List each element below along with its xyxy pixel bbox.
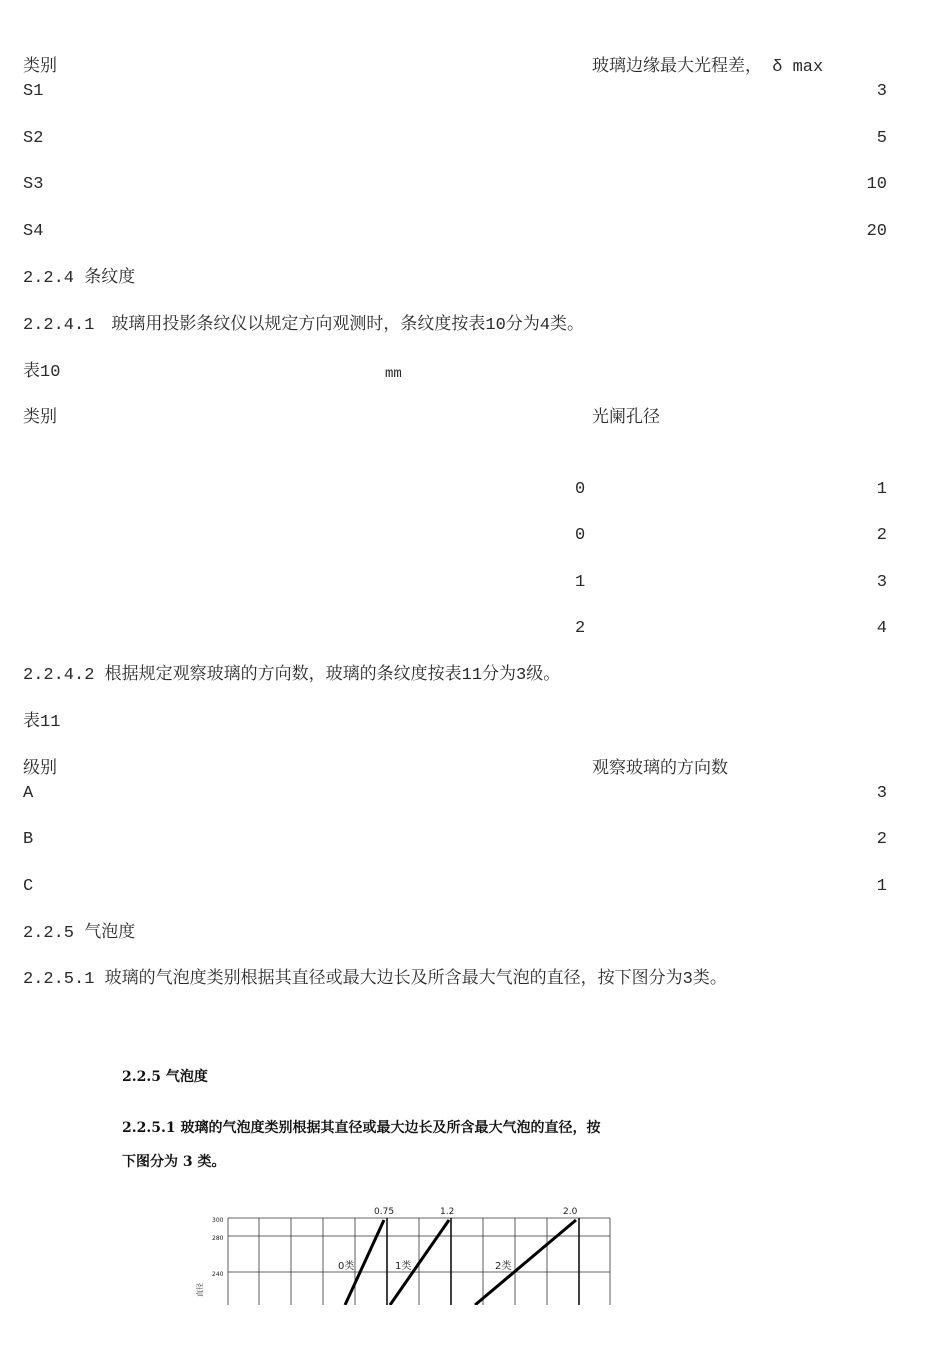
table9-row-label: S1 (23, 82, 44, 101)
table11-col1-header: 级别 (23, 760, 57, 779)
table11-row-value: 3 (876, 784, 887, 803)
table10-row-value: 1 (876, 480, 887, 499)
y-tick-label: 300 (212, 1217, 224, 1224)
table10-row-value: 3 (876, 573, 887, 592)
table11-row-label: C (23, 877, 34, 896)
table9-row-label: S4 (23, 222, 44, 241)
table10-row-mid: 2 (575, 619, 586, 638)
scan-paragraph-line2: 下图分为 3 类。 (122, 1154, 226, 1170)
y-axis-label: 直径 (196, 1283, 204, 1297)
table11-caption: 表11 (23, 713, 61, 732)
table11-col2-header: 观察玻璃的方向数 (592, 760, 728, 779)
table9-row-value: 10 (866, 175, 887, 194)
section-heading-2-2-4: 2.2.4 条纹度 (23, 269, 136, 288)
table10-row-value: 2 (876, 526, 887, 545)
table10-unit: mm (385, 366, 402, 382)
table10-row-mid: 0 (575, 526, 586, 545)
scan-heading: 2.2.5 气泡度 (122, 1069, 208, 1085)
paragraph-2-2-5-1: 2.2.5.1 玻璃的气泡度类别根据其直径或最大边长及所含最大气泡的直径，按下图分为3类。 (23, 970, 727, 989)
class-diagonal-line (475, 1220, 576, 1305)
paragraph-2-2-4-2: 2.2.4.2 根据规定观察玻璃的方向数，玻璃的条纹度按表11分为3级。 (23, 666, 561, 685)
table10-caption: 表10 (23, 363, 61, 382)
class-label: 2类 (495, 1261, 512, 1272)
section-heading-2-2-5: 2.2.5 气泡度 (23, 924, 136, 943)
table10-row-mid: 0 (575, 480, 586, 499)
table10-row-value: 4 (876, 619, 887, 638)
table9-row-value: 5 (876, 129, 887, 148)
table10-col1-header: 类别 (23, 409, 57, 428)
table9-row-value: 20 (866, 222, 887, 241)
table11-row-label: B (23, 830, 34, 849)
table9-col1-header: 类别 (23, 58, 57, 77)
table9-row-label: S3 (23, 175, 44, 194)
top-tick-label: 1.2 (440, 1207, 455, 1217)
table10-row-mid: 1 (575, 573, 586, 592)
table11-row-value: 1 (876, 877, 887, 896)
table11-row-label: A (23, 784, 34, 803)
paragraph-2-2-4-1: 2.2.4.1 玻璃用投影条纹仪以规定方向观测时，条纹度按表10分为4类。 (23, 316, 585, 335)
y-tick-label: 240 (212, 1271, 224, 1278)
table11-row-value: 2 (876, 830, 887, 849)
scan-paragraph-line1: 2.2.5.1 玻璃的气泡度类别根据其直径或最大边长及所含最大气泡的直径，按 (122, 1120, 601, 1136)
top-tick-label: 2.0 (563, 1207, 578, 1217)
class-label: 1类 (395, 1261, 412, 1272)
class-label: 0类 (338, 1261, 355, 1272)
table9-col2-header: 玻璃边缘最大光程差， δ max (592, 58, 824, 77)
bubble-class-chart (190, 1205, 620, 1305)
table9-row-label: S2 (23, 129, 44, 148)
top-tick-label: 0.75 (374, 1207, 395, 1217)
table10-col2-header: 光阑孔径 (592, 409, 660, 428)
table9-row-value: 3 (876, 82, 887, 101)
y-tick-label: 280 (212, 1235, 224, 1242)
